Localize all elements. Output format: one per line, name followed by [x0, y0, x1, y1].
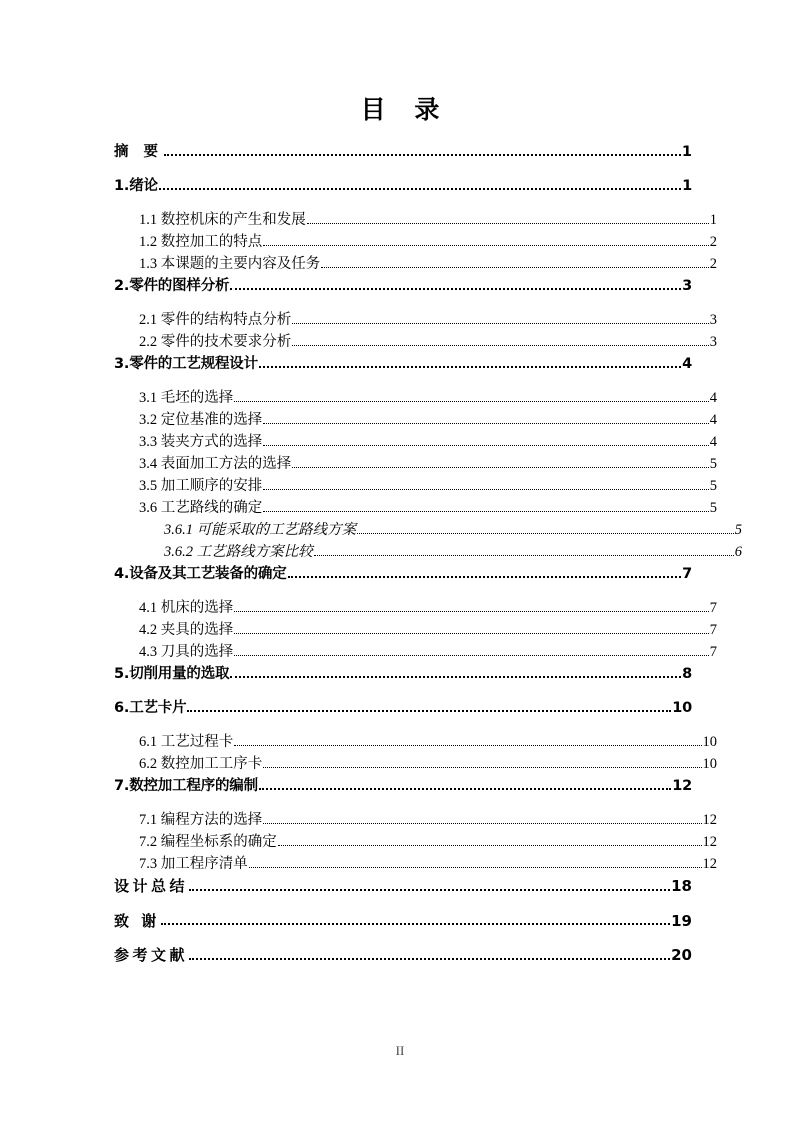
toc-entry[interactable]	[139, 457, 717, 472]
dot-leader	[263, 501, 709, 516]
toc-entry-label: 3.6.2 工艺路线方案比较	[164, 544, 313, 560]
toc-entry[interactable]	[139, 235, 717, 250]
toc-entry-page-number: 5	[709, 478, 717, 494]
toc-entry-page-number: 3	[682, 278, 692, 294]
toc-entry[interactable]	[114, 279, 692, 294]
dot-leader	[263, 479, 709, 494]
toc-entry-label: 6.2 数控加工工序卡	[139, 756, 263, 772]
toc-entry-label: 4.3 刀具的选择	[139, 644, 234, 660]
toc-entry[interactable]	[114, 145, 692, 160]
toc-entry-label: 3.5 加工顺序的安排	[139, 478, 263, 494]
toc-entry-label: 2.零件的图样分析	[114, 278, 230, 294]
toc-entry-page-number: 4	[682, 356, 692, 372]
toc-entry-page-number: 2	[709, 256, 717, 272]
dot-leader	[234, 623, 709, 638]
toc-entry-label: 3.零件的工艺规程设计	[114, 356, 258, 372]
toc-entry-page-number: 19	[671, 911, 692, 930]
toc-entry-page-number: 12	[702, 834, 717, 850]
toc-entry-label: 2.1 零件的结构特点分析	[139, 312, 292, 328]
toc-entry-page-number: 7	[709, 622, 717, 638]
dot-leader	[234, 391, 709, 406]
toc-entry-label: 3.6.1 可能采取的工艺路线方案	[164, 522, 357, 538]
dot-leader	[159, 179, 681, 194]
toc-entry[interactable]	[114, 179, 692, 194]
dot-leader	[288, 567, 682, 582]
table-of-contents	[114, 144, 742, 983]
toc-entry[interactable]	[114, 667, 692, 682]
toc-entry[interactable]	[139, 501, 717, 516]
toc-entry-label: 1.3 本课题的主要内容及任务	[139, 256, 321, 272]
toc-entry[interactable]	[114, 567, 692, 582]
toc-entry-page-number: 4	[709, 434, 717, 450]
toc-entry[interactable]	[114, 948, 692, 963]
dot-leader	[307, 213, 709, 228]
toc-entry-label: 1.绪论	[114, 178, 158, 194]
toc-entry-page-number: 1	[681, 144, 692, 160]
toc-entry-label: 3.1 毛坯的选择	[139, 390, 234, 406]
toc-entry-page-number: 7	[709, 644, 717, 660]
toc-entry-page-number: 7	[709, 600, 717, 616]
toc-entry[interactable]	[139, 413, 717, 428]
toc-entry[interactable]	[114, 701, 692, 716]
toc-entry[interactable]	[139, 735, 717, 750]
toc-entry[interactable]	[139, 813, 717, 828]
page-title: 目 录	[360, 95, 450, 124]
toc-entry-page-number: 12	[702, 812, 717, 828]
toc-entry-page-number: 10	[702, 734, 717, 750]
dot-leader	[259, 779, 671, 794]
toc-entry-label: 5.切削用量的选取	[114, 666, 230, 682]
toc-entry-label: 2.2 零件的技术要求分析	[139, 334, 292, 350]
dot-leader	[292, 313, 709, 328]
dot-leader	[278, 835, 702, 850]
toc-entry[interactable]	[139, 835, 717, 850]
toc-entry[interactable]	[139, 257, 717, 272]
toc-entry[interactable]	[139, 623, 717, 638]
toc-entry[interactable]	[164, 545, 742, 560]
toc-entry[interactable]	[139, 335, 717, 350]
toc-entry[interactable]	[114, 879, 692, 894]
dot-leader	[292, 335, 709, 350]
toc-entry[interactable]	[139, 435, 717, 450]
dot-leader	[234, 601, 709, 616]
toc-entry-page-number: 6	[734, 544, 742, 560]
dot-leader	[249, 857, 702, 872]
toc-entry-page-number: 10	[702, 756, 717, 772]
dot-leader	[321, 257, 709, 272]
toc-entry-label: 致 谢	[114, 911, 160, 930]
dot-leader	[263, 235, 709, 250]
dot-leader	[234, 735, 701, 750]
dot-leader	[263, 435, 709, 450]
toc-entry-label: 6.工艺卡片	[114, 700, 187, 716]
toc-entry[interactable]	[139, 601, 717, 616]
toc-entry-label: 7.2 编程坐标系的确定	[139, 834, 277, 850]
toc-entry[interactable]	[164, 523, 742, 538]
toc-entry-label: 参考文献	[114, 946, 189, 964]
dot-leader	[230, 279, 681, 294]
toc-entry-label: 7.数控加工程序的编制	[114, 778, 258, 794]
toc-entry-page-number: 7	[682, 566, 692, 582]
toc-entry[interactable]	[114, 779, 692, 794]
toc-entry-label: 4.1 机床的选择	[139, 600, 234, 616]
dot-leader	[187, 701, 671, 716]
toc-entry-page-number: 3	[709, 334, 717, 350]
toc-entry[interactable]	[139, 213, 717, 228]
toc-entry[interactable]	[139, 479, 717, 494]
dot-leader	[230, 667, 681, 682]
toc-entry-page-number: 5	[709, 500, 717, 516]
dot-leader	[189, 948, 670, 963]
toc-entry[interactable]	[139, 391, 717, 406]
toc-entry-page-number: 4	[709, 412, 717, 428]
toc-entry[interactable]	[139, 645, 717, 660]
toc-entry[interactable]	[139, 857, 717, 872]
dot-leader	[263, 757, 701, 772]
toc-entry-page-number: 5	[709, 456, 717, 472]
toc-entry-label: 3.3 装夹方式的选择	[139, 434, 263, 450]
toc-entry-page-number: 20	[671, 946, 692, 964]
toc-entry-label: 4.2 夹具的选择	[139, 622, 234, 638]
toc-entry-label: 设计总结	[114, 877, 189, 895]
toc-entry-page-number: 18	[671, 877, 692, 895]
dot-leader	[164, 145, 681, 160]
toc-entry-page-number: 12	[702, 856, 717, 872]
dot-leader	[263, 813, 701, 828]
toc-entry-label: 1.1 数控机床的产生和发展	[139, 212, 306, 228]
dot-leader	[259, 357, 681, 372]
toc-entry[interactable]	[114, 357, 692, 372]
toc-entry-label: 4.设备及其工艺装备的确定	[114, 566, 287, 582]
dot-leader	[234, 645, 709, 660]
toc-entry-label: 7.3 加工程序清单	[139, 856, 248, 872]
toc-entry-label: 3.6 工艺路线的确定	[139, 500, 263, 516]
toc-entry[interactable]	[139, 313, 717, 328]
dot-leader	[263, 413, 709, 428]
toc-entry-label: 3.4 表面加工方法的选择	[139, 456, 292, 472]
dot-leader	[189, 879, 670, 894]
toc-entry-page-number: 2	[709, 234, 717, 250]
toc-entry-page-number: 1	[709, 212, 717, 228]
toc-entry-label: 6.1 工艺过程卡	[139, 734, 234, 750]
toc-entry-label: 3.2 定位基准的选择	[139, 412, 263, 428]
toc-entry-page-number: 10	[672, 700, 692, 716]
dot-leader	[314, 545, 734, 560]
toc-entry-page-number: 5	[734, 522, 742, 538]
toc-entry-label: 摘 要	[114, 144, 164, 160]
toc-entry-page-number: 8	[682, 666, 692, 682]
toc-entry[interactable]	[114, 911, 692, 930]
dot-leader	[357, 523, 734, 538]
dot-leader	[292, 457, 709, 472]
toc-entry-label: 7.1 编程方法的选择	[139, 812, 263, 828]
toc-entry-label: 1.2 数控加工的特点	[139, 234, 263, 250]
toc-entry-page-number: 12	[672, 778, 692, 794]
toc-entry[interactable]	[139, 757, 717, 772]
toc-entry-page-number: 1	[682, 178, 692, 194]
dot-leader	[161, 914, 670, 929]
footer-page-number: II	[395, 1043, 405, 1058]
toc-entry-page-number: 3	[709, 312, 717, 328]
toc-entry-page-number: 4	[709, 390, 717, 406]
